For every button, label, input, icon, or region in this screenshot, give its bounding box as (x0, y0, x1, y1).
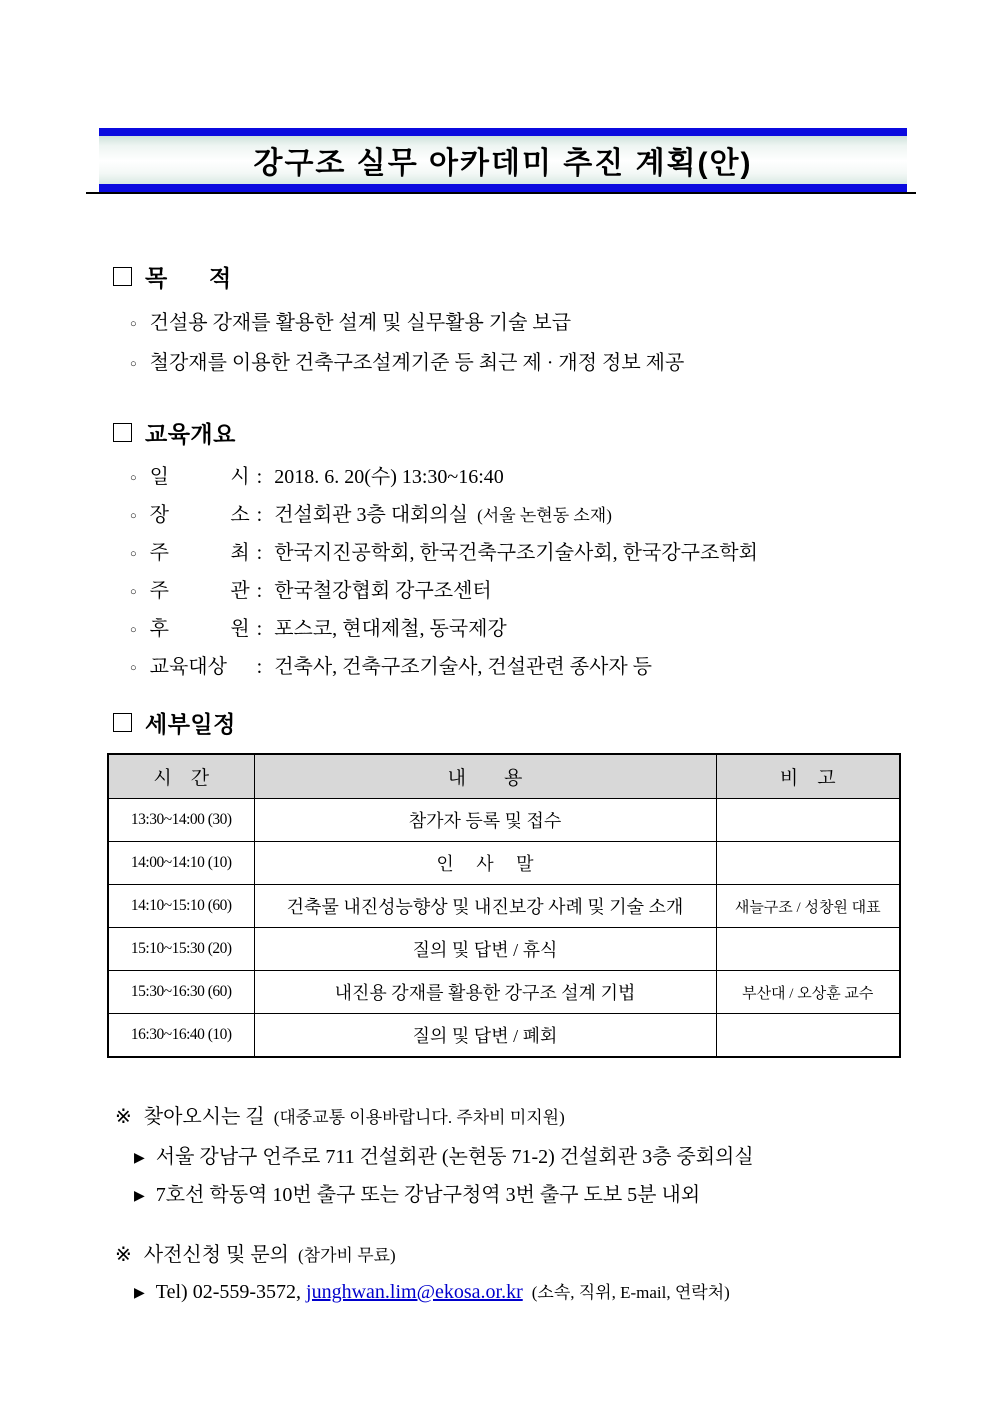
column-header-content: 내 용 (254, 754, 716, 799)
circle-bullet-icon: ○ (130, 510, 137, 522)
schedule-note: 새늘구조 / 성창원 대표 (716, 885, 900, 928)
banner-body (99, 136, 907, 184)
column-header-time: 시 간 (108, 754, 254, 799)
colon-separator: : (256, 580, 263, 602)
schedule-content: 참가자 등록 및 접수 (254, 799, 716, 842)
table-row (108, 971, 900, 1014)
arrow-bullet-icon: ▶ (134, 1286, 145, 1301)
directions-item-subway (134, 1178, 700, 1207)
overview-label: 주 최 (149, 542, 250, 564)
circle-bullet-icon: ○ (130, 548, 137, 560)
overview-section-heading (113, 416, 236, 449)
schedule-content: 질의 및 답변 / 휴식 (254, 928, 716, 971)
directions-heading (115, 1100, 565, 1129)
colon-separator: : (256, 618, 263, 640)
circle-bullet-icon: ○ (130, 624, 137, 636)
purpose-section-heading (113, 260, 232, 293)
overview-note: (서울 논현동 소재) (477, 506, 612, 525)
schedule-time: 14:00~14:10 (10) (108, 842, 254, 885)
circle-bullet-icon: ○ (130, 472, 137, 484)
contact-tel: Tel) 02-559-3572, (155, 1281, 302, 1303)
colon-separator: : (256, 542, 263, 564)
overview-value: 건축사, 건축구조기술사, 건설관련 종사자 등 (274, 656, 652, 678)
overview-row-datetime (130, 460, 513, 489)
directions-item-address (134, 1140, 754, 1169)
contact-heading-label: 사전신청 및 문의 (143, 1244, 290, 1266)
overview-value: 2018. 6. 20(수) 13:30~16:40 (274, 466, 504, 488)
contact-line (134, 1278, 730, 1304)
purpose-heading-label: 목 적 (145, 265, 232, 291)
colon-separator: : (256, 466, 263, 488)
table-row (108, 842, 900, 885)
table-row (108, 885, 900, 928)
square-bullet-icon (113, 713, 132, 732)
schedule-time: 16:30~16:40 (10) (108, 1014, 254, 1058)
schedule-time: 15:10~15:30 (20) (108, 928, 254, 971)
square-bullet-icon (113, 267, 132, 286)
overview-row-host (130, 536, 758, 565)
colon-separator: : (256, 504, 263, 526)
schedule-time: 14:10~15:10 (60) (108, 885, 254, 928)
schedule-content: 질의 및 답변 / 폐회 (254, 1014, 716, 1058)
overview-value: 건설회관 3층 대회의실 (274, 504, 469, 526)
banner-top-bar (99, 128, 907, 136)
column-header-note: 비 고 (716, 754, 900, 799)
overview-label: 교육대상 (149, 656, 227, 678)
schedule-note: 부산대 / 오상훈 교수 (716, 971, 900, 1014)
schedule-content: 건축물 내진성능향상 및 내진보강 사례 및 기술 소개 (254, 885, 716, 928)
schedule-note (716, 928, 900, 971)
purpose-item-2 (130, 346, 684, 375)
overview-label: 일 시 (149, 466, 250, 488)
table-row (108, 799, 900, 842)
banner-bottom-bar (99, 184, 907, 192)
directions-heading-note: (대중교통 이용바랍니다. 주차비 미지원) (273, 1108, 565, 1127)
purpose-item-1 (130, 306, 571, 335)
overview-heading-label: 교육개요 (145, 421, 236, 447)
overview-value: 한국지진공학회, 한국건축구조기술사회, 한국강구조학회 (274, 542, 758, 564)
schedule-time: 15:30~16:30 (60) (108, 971, 254, 1014)
schedule-time: 13:30~14:00 (30) (108, 799, 254, 842)
schedule-note (716, 799, 900, 842)
overview-row-organizer (130, 574, 492, 603)
table-row (108, 1014, 900, 1058)
directions-item-text: 서울 강남구 언주로 711 건설회관 (논현동 71-2) 건설회관 3층 중회의실 (155, 1146, 754, 1168)
schedule-section-heading (113, 706, 236, 739)
banner-underline (86, 192, 916, 194)
circle-bullet-icon: ○ (130, 318, 137, 330)
directions-item-text: 7호선 학동역 10번 출구 또는 강남구청역 3번 출구 도보 5분 내외 (155, 1184, 701, 1206)
directions-heading-label: 찾아오시는 길 (143, 1106, 265, 1128)
overview-row-venue (130, 498, 612, 527)
reference-mark-icon: ※ (115, 1244, 132, 1266)
overview-row-sponsor (130, 612, 507, 641)
overview-value: 한국철강협회 강구조센터 (274, 580, 492, 602)
purpose-item-text: 철강재를 이용한 건축구조설계기준 등 최근 제 · 개정 정보 제공 (149, 352, 685, 374)
overview-label: 후 원 (149, 618, 250, 640)
overview-label: 주 관 (149, 580, 250, 602)
schedule-table (107, 753, 901, 1058)
circle-bullet-icon: ○ (130, 358, 137, 370)
schedule-heading-label: 세부일정 (145, 711, 236, 737)
circle-bullet-icon: ○ (130, 586, 137, 598)
table-header-row (108, 754, 900, 799)
arrow-bullet-icon: ▶ (134, 1189, 145, 1204)
schedule-note (716, 1014, 900, 1058)
table-row (108, 928, 900, 971)
purpose-item-text: 건설용 강재를 활용한 설계 및 실무활용 기술 보급 (149, 312, 572, 334)
overview-label: 장 소 (149, 504, 250, 526)
colon-separator: : (256, 656, 263, 678)
schedule-note (716, 842, 900, 885)
square-bullet-icon (113, 423, 132, 442)
arrow-bullet-icon: ▶ (134, 1151, 145, 1166)
reference-mark-icon: ※ (115, 1106, 132, 1128)
contact-heading (115, 1238, 396, 1267)
contact-email-link[interactable]: junghwan.lim@ekosa.or.kr (306, 1281, 523, 1303)
overview-row-audience (130, 650, 652, 679)
page-title: 강구조 실무 아카데미 추진 계획(안) (253, 147, 753, 180)
title-banner (99, 128, 907, 192)
circle-bullet-icon: ○ (130, 662, 137, 674)
schedule-content: 내진용 강재를 활용한 강구조 설계 기법 (254, 971, 716, 1014)
contact-heading-note: (참가비 무료) (298, 1246, 396, 1265)
contact-suffix-note: (소속, 직위, E-mail, 연락처) (531, 1283, 730, 1302)
overview-value: 포스코, 현대제철, 동국제강 (274, 618, 507, 640)
schedule-content: 인 사 말 (254, 842, 716, 885)
